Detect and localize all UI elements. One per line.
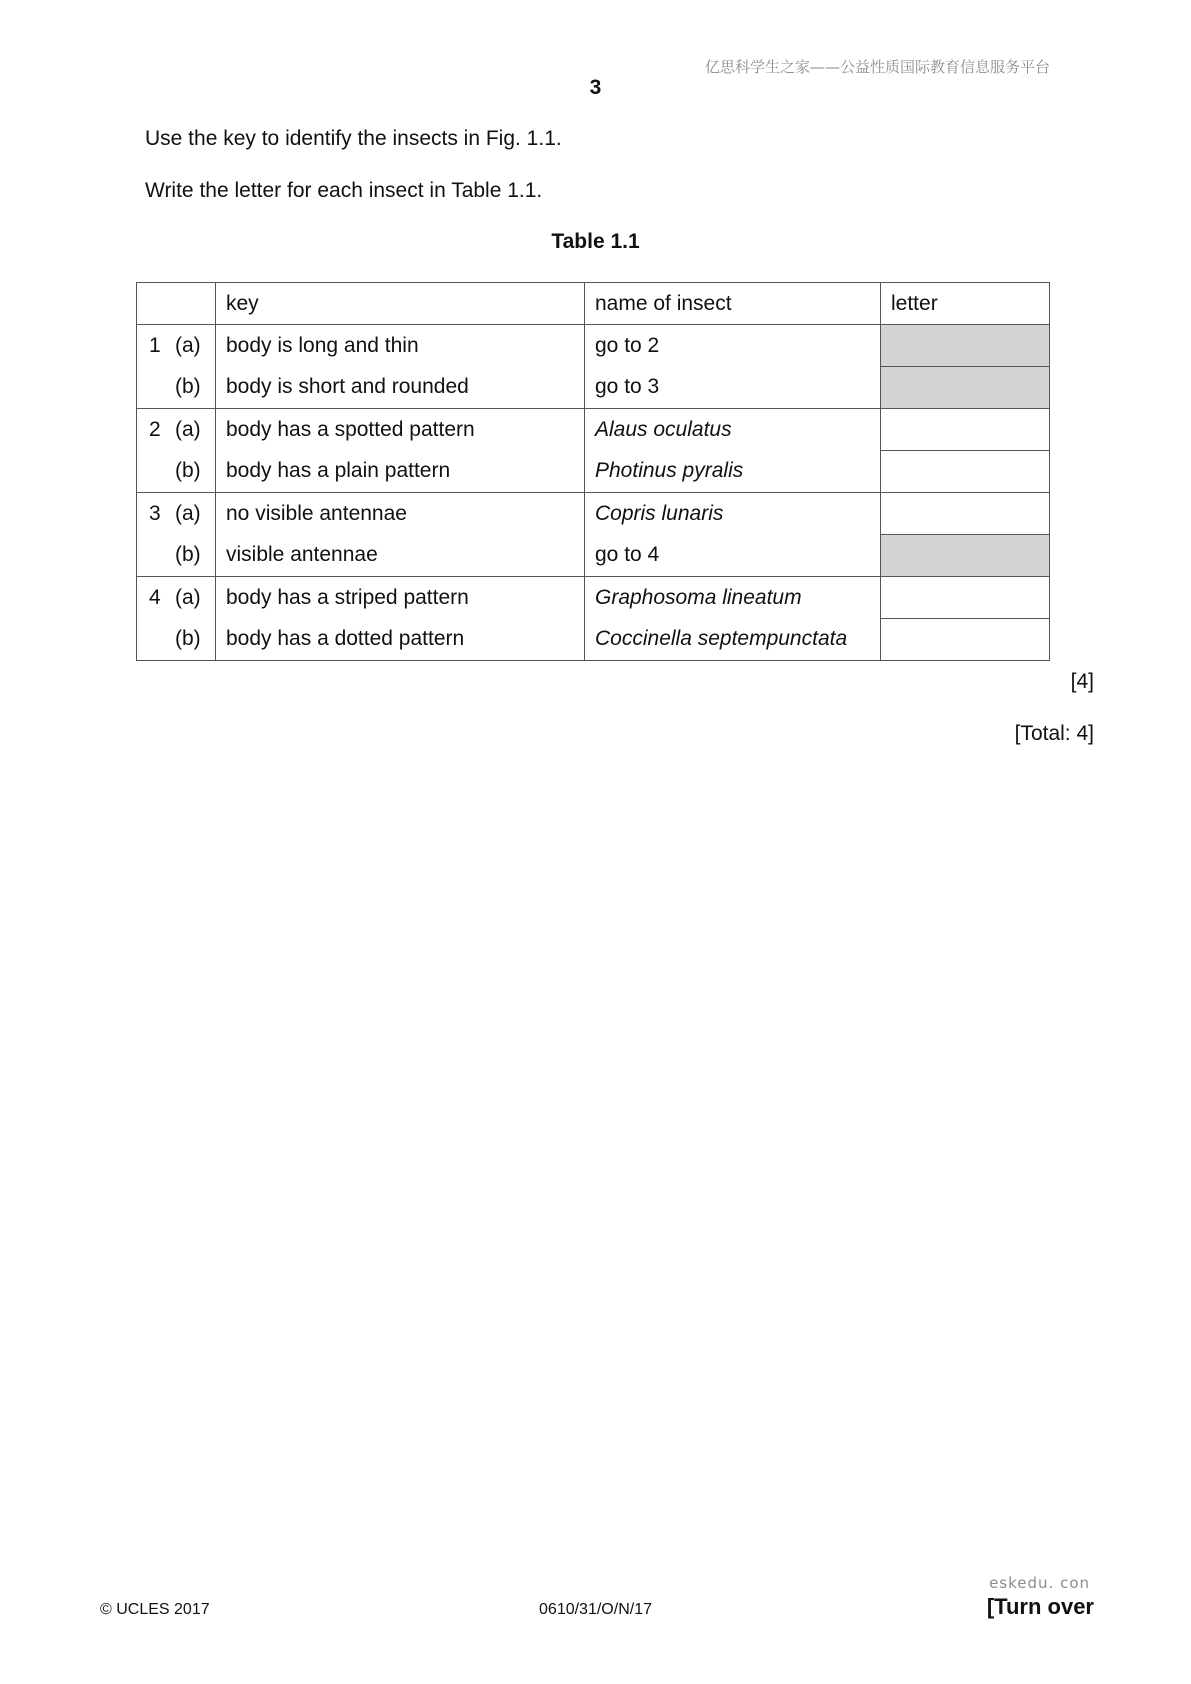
total-marks: [Total: 4]	[1014, 722, 1094, 745]
key-description: body has a plain pattern	[216, 451, 585, 493]
insect-name: Copris lunaris	[585, 493, 881, 535]
key-description: visible antennae	[216, 535, 585, 577]
table-row	[137, 325, 1050, 367]
table-row	[137, 577, 1050, 619]
table-row	[137, 451, 1050, 493]
insect-name: go to 4	[585, 535, 881, 577]
letter-cell-shaded	[881, 325, 1050, 367]
letter-cell-shaded	[881, 535, 1050, 577]
row-number	[137, 409, 216, 451]
table-caption: Table 1.1	[551, 230, 640, 253]
header-num	[137, 283, 216, 325]
question-part: (b)	[175, 459, 201, 483]
insect-name: go to 2	[585, 325, 881, 367]
question-part: (b)	[175, 627, 201, 651]
key-description: body has a dotted pattern	[216, 619, 585, 661]
insect-name: Alaus oculatus	[585, 409, 881, 451]
key-description: no visible antennae	[216, 493, 585, 535]
insect-name: Photinus pyralis	[585, 451, 881, 493]
question-part: (a)	[175, 501, 201, 525]
letter-answer-cell[interactable]	[881, 409, 1050, 451]
question-part: (a)	[175, 333, 201, 357]
copyright: © UCLES 2017	[100, 1601, 210, 1618]
question-number: 2	[149, 417, 161, 441]
letter-answer-cell[interactable]	[881, 619, 1050, 661]
letter-answer-cell[interactable]	[881, 493, 1050, 535]
insect-name: Graphosoma lineatum	[585, 577, 881, 619]
letter-cell-shaded	[881, 367, 1050, 409]
watermark-bottom: eskedu. con	[989, 1574, 1090, 1592]
question-part: (a)	[175, 417, 201, 441]
letter-answer-cell[interactable]	[881, 577, 1050, 619]
question-marks: [4]	[1070, 670, 1094, 693]
insect-name: go to 3	[585, 367, 881, 409]
header-letter: letter	[881, 283, 1050, 325]
instruction-identify: Use the key to identify the insects in Fig. 1.1.	[145, 127, 562, 150]
row-number	[137, 535, 216, 577]
row-number	[137, 325, 216, 367]
key-description: body has a striped pattern	[216, 577, 585, 619]
key-description: body is short and rounded	[216, 367, 585, 409]
table-row	[137, 619, 1050, 661]
table-header-row	[137, 283, 1050, 325]
header-name: name of insect	[585, 283, 881, 325]
page-number: 3	[589, 76, 602, 99]
table-row	[137, 409, 1050, 451]
turn-over: [Turn over	[986, 1594, 1094, 1619]
table-row	[137, 493, 1050, 535]
header-key: key	[216, 283, 585, 325]
row-number	[137, 451, 216, 493]
row-number	[137, 493, 216, 535]
instruction-write: Write the letter for each insect in Table 1.1.	[145, 179, 543, 202]
row-number	[137, 577, 216, 619]
question-part: (a)	[175, 585, 201, 609]
key-description: body is long and thin	[216, 325, 585, 367]
question-number: 1	[149, 333, 161, 357]
row-number	[137, 619, 216, 661]
dichotomous-key-table	[136, 282, 1050, 661]
question-part: (b)	[175, 375, 201, 399]
key-description: body has a spotted pattern	[216, 409, 585, 451]
question-number: 3	[149, 501, 161, 525]
table-row	[137, 535, 1050, 577]
table-row	[137, 367, 1050, 409]
row-number	[137, 367, 216, 409]
paper-code: 0610/31/O/N/17	[539, 1601, 652, 1618]
question-number: 4	[149, 585, 161, 609]
insect-name: Coccinella septempunctata	[585, 619, 881, 661]
letter-answer-cell[interactable]	[881, 451, 1050, 493]
watermark-top: 亿思科学生之家——公益性质国际教育信息服务平台	[704, 58, 1050, 76]
question-part: (b)	[175, 543, 201, 567]
